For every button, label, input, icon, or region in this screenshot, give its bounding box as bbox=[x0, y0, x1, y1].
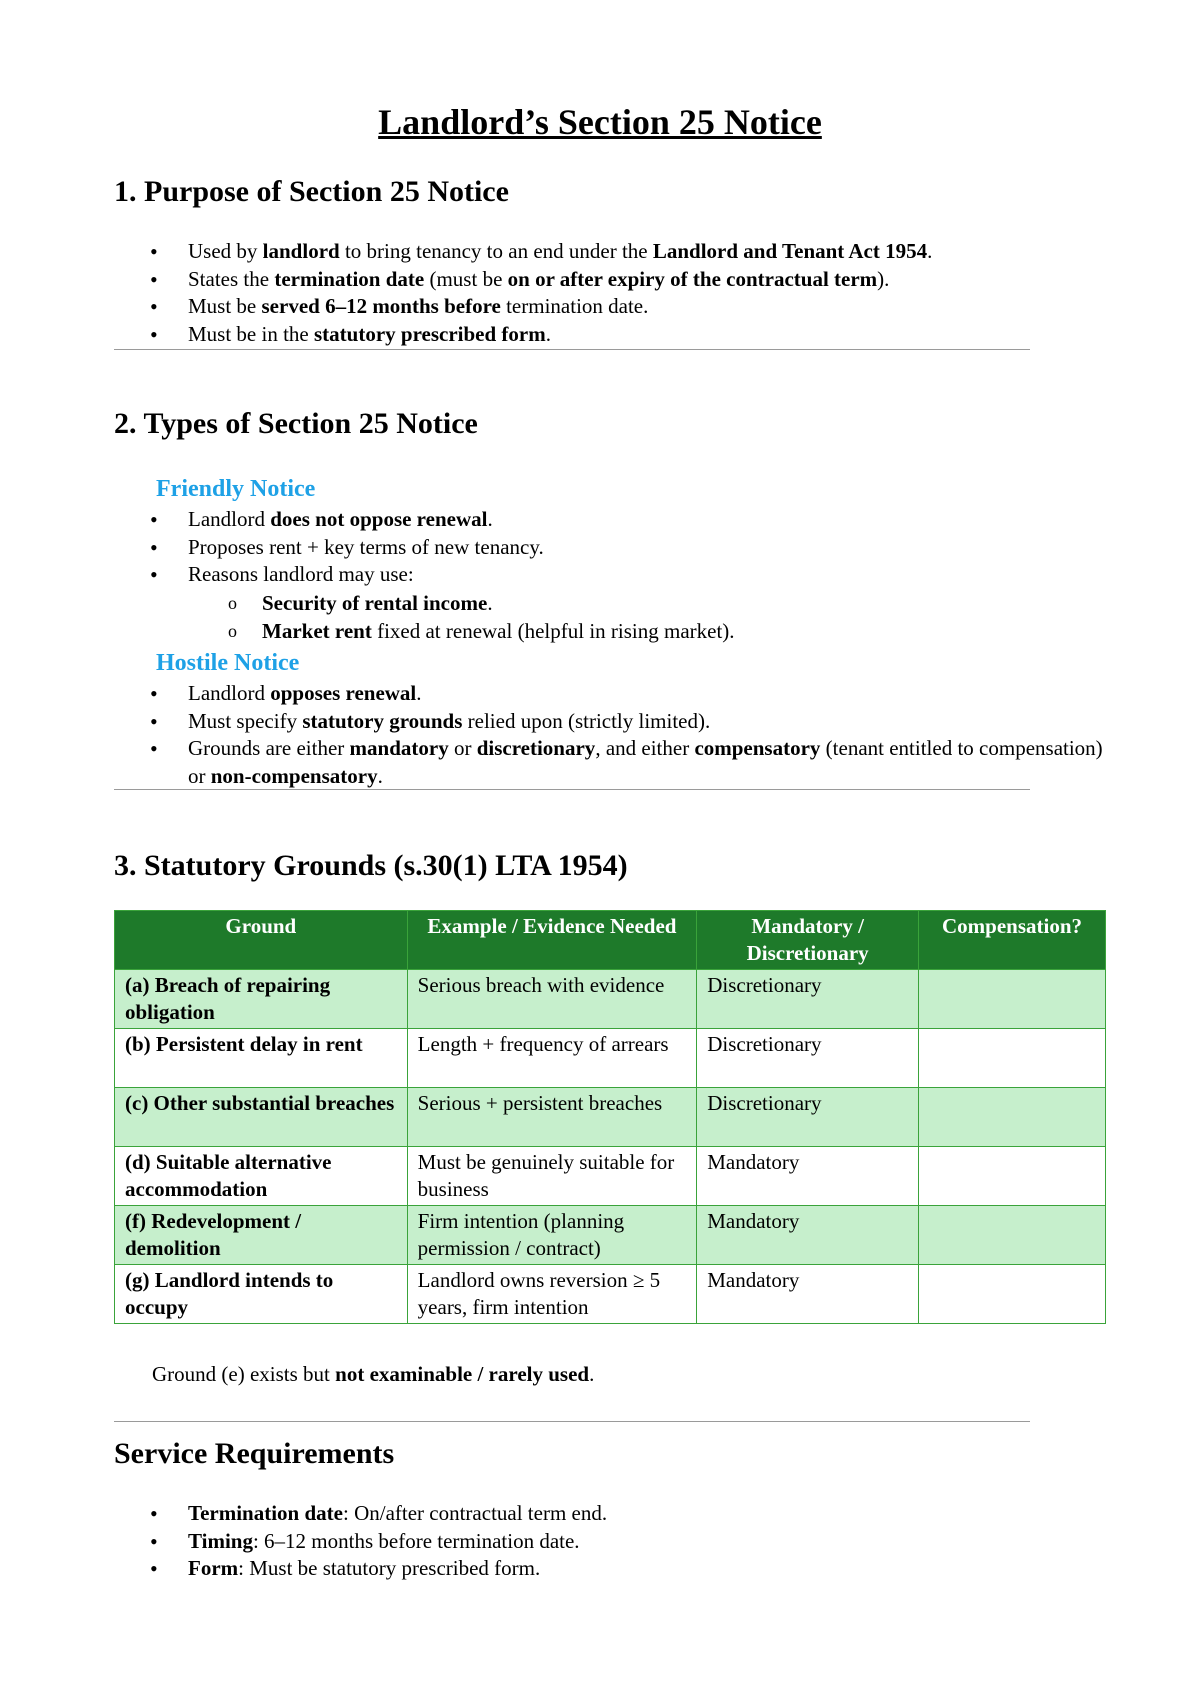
example-cell: Serious + persistent breaches bbox=[407, 1088, 697, 1147]
list-item: • Must be in the statutory prescribed form. bbox=[150, 321, 1108, 349]
example-cell: Length + frequency of arrears bbox=[407, 1029, 697, 1088]
type-cell: Mandatory bbox=[697, 1147, 919, 1206]
type-cell: Mandatory bbox=[697, 1265, 919, 1324]
statutory-grounds-table bbox=[114, 910, 1106, 1324]
ground-cell: (d) Suitable alternative accommodation bbox=[115, 1147, 408, 1206]
table-header-row bbox=[115, 911, 1106, 970]
table-row bbox=[115, 1088, 1106, 1147]
list-item: • Landlord does not oppose renewal. bbox=[150, 506, 1108, 534]
divider bbox=[114, 349, 1030, 350]
compensation-cell bbox=[919, 1088, 1106, 1147]
sub-list-item: o Market rent fixed at renewal (helpful in rising market). bbox=[188, 617, 1108, 645]
ground-cell: (a) Breach of repairing obligation bbox=[115, 970, 408, 1029]
example-cell: Must be genuinely suitable for business bbox=[407, 1147, 697, 1206]
example-cell: Landlord owns reversion ≥ 5 years, firm intention bbox=[407, 1265, 697, 1324]
table-row bbox=[115, 970, 1106, 1029]
divider bbox=[114, 789, 1030, 790]
compensation-cell bbox=[919, 970, 1106, 1029]
ground-cell: (f) Redevelopment / demolition bbox=[115, 1206, 408, 1265]
column-header-type: Mandatory / Discretionary bbox=[697, 911, 919, 970]
table-row bbox=[115, 1147, 1106, 1206]
ground-cell: (c) Other substantial breaches bbox=[115, 1088, 408, 1147]
table-row bbox=[115, 1029, 1106, 1088]
type-cell: Discretionary bbox=[697, 1029, 919, 1088]
sub-list-item: o Security of rental income. bbox=[188, 589, 1108, 617]
divider bbox=[114, 1421, 1030, 1422]
friendly-notice-label: Friendly Notice bbox=[156, 476, 316, 502]
list-item: • Termination date: On/after contractual term end. bbox=[150, 1500, 1108, 1528]
hostile-notice-label: Hostile Notice bbox=[156, 650, 300, 676]
ground-cell: (b) Persistent delay in rent bbox=[115, 1029, 408, 1088]
section-3-heading: 3. Statutory Grounds (s.30(1) LTA 1954) bbox=[114, 849, 628, 882]
list-item: • Reasons landlord may use: o Security of rental income. o Market rent fixed at renewal (helpful in rising market). bbox=[150, 561, 1108, 645]
type-cell: Mandatory bbox=[697, 1206, 919, 1265]
section-2-heading: 2. Types of Section 25 Notice bbox=[114, 407, 478, 440]
example-cell: Serious breach with evidence bbox=[407, 970, 697, 1029]
friendly-notice-list bbox=[150, 506, 1108, 645]
list-item: • Must specify statutory grounds relied upon (strictly limited). bbox=[150, 708, 1108, 736]
column-header-compensation: Compensation? bbox=[919, 911, 1106, 970]
type-cell: Discretionary bbox=[697, 970, 919, 1029]
column-header-example: Example / Evidence Needed bbox=[407, 911, 697, 970]
compensation-cell bbox=[919, 1265, 1106, 1324]
list-item: • Must be served 6–12 months before termination date. bbox=[150, 293, 1108, 321]
compensation-cell bbox=[919, 1147, 1106, 1206]
type-cell: Discretionary bbox=[697, 1088, 919, 1147]
example-cell: Firm intention (planning permission / contract) bbox=[407, 1206, 697, 1265]
list-item: • Grounds are either mandatory or discretionary, and either compensatory (tenant entitled to compensation) or non-compensatory. bbox=[150, 735, 1108, 790]
ground-e-note: Ground (e) exists but not examinable / rarely used. bbox=[152, 1362, 595, 1386]
hostile-notice-list bbox=[150, 680, 1108, 790]
reasons-sublist bbox=[188, 589, 1108, 645]
section-1-heading: 1. Purpose of Section 25 Notice bbox=[114, 175, 509, 208]
table-row bbox=[115, 1206, 1106, 1265]
compensation-cell bbox=[919, 1206, 1106, 1265]
section-4-heading: Service Requirements bbox=[114, 1437, 395, 1470]
list-item: • States the termination date (must be on or after expiry of the contractual term). bbox=[150, 266, 1108, 294]
purpose-list bbox=[150, 238, 1108, 348]
table-row bbox=[115, 1265, 1106, 1324]
ground-cell: (g) Landlord intends to occupy bbox=[115, 1265, 408, 1324]
column-header-ground: Ground bbox=[115, 911, 408, 970]
document-title: Landlord’s Section 25 Notice bbox=[378, 102, 822, 142]
compensation-cell bbox=[919, 1029, 1106, 1088]
list-item: • Form: Must be statutory prescribed form. bbox=[150, 1555, 1108, 1583]
service-requirements-list bbox=[150, 1500, 1108, 1583]
list-item: • Landlord opposes renewal. bbox=[150, 680, 1108, 708]
list-item: • Proposes rent + key terms of new tenancy. bbox=[150, 534, 1108, 562]
list-item: • Used by landlord to bring tenancy to an end under the Landlord and Tenant Act 1954. bbox=[150, 238, 1108, 266]
list-item: • Timing: 6–12 months before termination date. bbox=[150, 1528, 1108, 1556]
